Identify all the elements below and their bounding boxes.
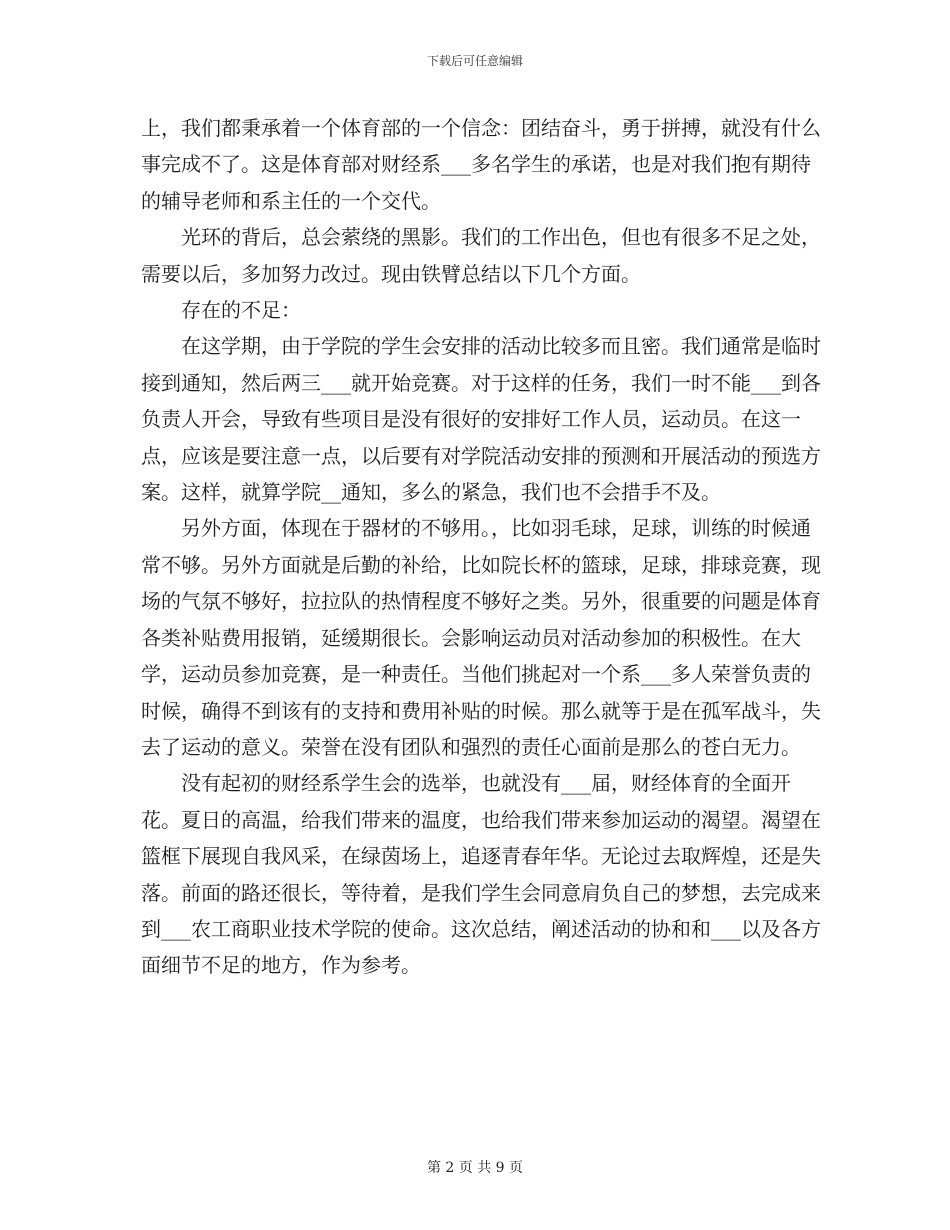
page-header-note: 下载后可任意编辑 [426, 54, 523, 68]
paragraph: 存在的不足： [181, 298, 301, 323]
paragraph: 在这学期，由于学院的学生会安排的活动比较多而且密。我们通常是临时接到通知，然后两三___就开始竞赛。对于这样的任务，我们一时不能___到各负责人开会，导致有些项目是没有很好的安排好工作人员，运动员。在这一点，应该是要注意一点，以后要有对学院活动安排的预测和开展活动的预选方案。这样，就算学院__通知，多么的紧急，我们也不会措手不及。 [141, 334, 821, 505]
page-number: 第 2 页 共 9 页 [426, 1160, 524, 1176]
document-body [141, 110, 821, 984]
paragraph: 上，我们都秉承着一个体育部的一个信念：团结奋斗，勇于拼搏，就没有什么事完成不了。这是体育部对财经系___多名学生的承诺，也是对我们抱有期待的辅导老师和系主任的一个交代。 [141, 116, 821, 213]
paragraph: 光环的背后，总会萦绕的黑影。我们的工作出色，但也有很多不足之处，需要以后，多加努力改过。现由铁臂总结以下几个方面。 [141, 225, 821, 286]
paragraph: 没有起初的财经系学生会的选举，也就没有___届，财经体育的全面开花。夏日的高温，给我们带来的温度，也给我们带来参加运动的渴望。渴望在篮框下展现自我风采，在绿茵场上，追逐青春年华。无论过去取辉煌，还是失落。前面的路还很长，等待着，是我们学生会同意肩负自己的梦想，去完成来到___农工商职业技术学院的使命。这次总结，阐述活动的协和和___以及各方面细节不足的地方，作为参考。 [141, 771, 821, 978]
paragraph: 另外方面，体现在于器材的不够用。，比如羽毛球，足球，训练的时候通常不够。另外方面就是后勤的补给，比如院长杯的篮球，足球，排球竞赛，现场的气氛不够好，拉拉队的热情程度不够好之类。另外，很重要的问题是体育各类补贴费用报销，延缓期很长。会影响运动员对活动参加的积极性。在大学，运动员参加竞赛，是一种责任。当他们挑起对一个系___多人荣誉负责的时候，确得不到该有的支持和费用补贴的时候。那么就等于是在孤军战斗，失去了运动的意义。荣誉在没有团队和强烈的责任心面前是那么的苍白无力。 [141, 516, 821, 759]
